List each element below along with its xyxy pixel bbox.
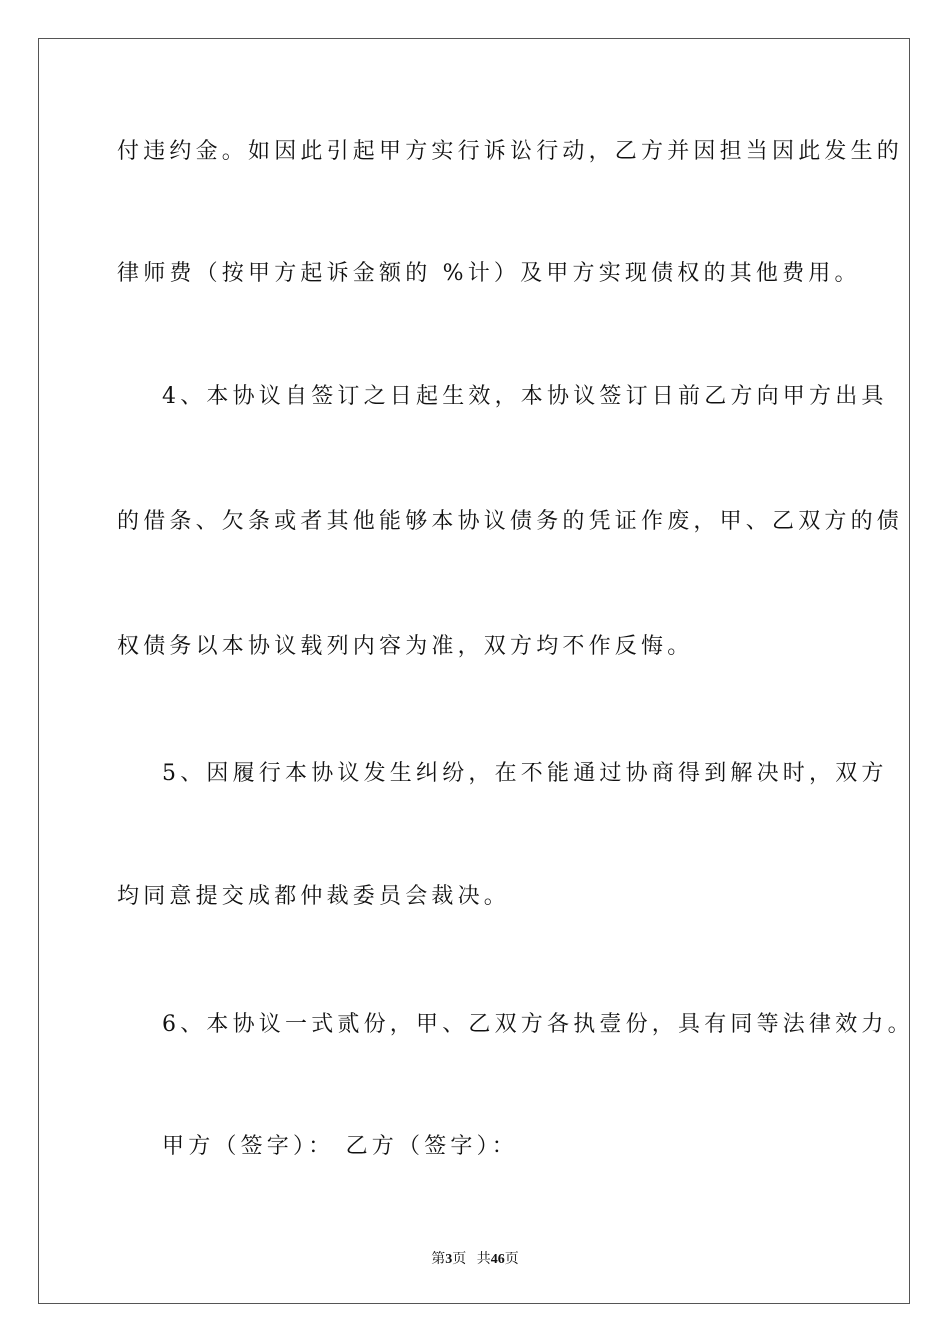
clause-6-line-1: 6、本协议一式贰份，甲、乙双方各执壹份，具有同等法律效力。 [162,1012,914,1037]
page-prefix: 第 [431,1252,446,1267]
total-prefix: 共 [476,1252,491,1267]
clause-5-line-1: 5、因履行本协议发生纠纷，在不能通过协商得到解决时，双方 [162,761,888,786]
clause-4-line-3: 权债务以本协议载列内容为准，双方均不作反悔。 [117,634,694,659]
page-border [38,38,910,1304]
page-number: 3 [445,1252,453,1267]
total-pages: 46 [490,1252,505,1267]
clause-4-line-2: 的借条、欠条或者其他能够本协议债务的凭证作废，甲、乙双方的债 [117,509,904,534]
page-footer [0,1248,950,1268]
clause-5-line-2: 均同意提交成都仲裁委员会裁决。 [117,884,511,909]
clause-4-line-1: 4、本协议自签订之日起生效，本协议签订日前乙方向甲方出具 [162,384,888,409]
signature-line: 甲方（签字）： 乙方（签字）： [162,1134,518,1159]
page-suffix: 页 [452,1252,467,1267]
paragraph-line-1: 付违约金。如因此引起甲方实行诉讼行动，乙方并因担当因此发生的 [117,139,904,164]
total-suffix: 页 [504,1252,519,1267]
paragraph-line-2: 律师费（按甲方起诉金额的 %计）及甲方实现债权的其他费用。 [117,261,861,286]
